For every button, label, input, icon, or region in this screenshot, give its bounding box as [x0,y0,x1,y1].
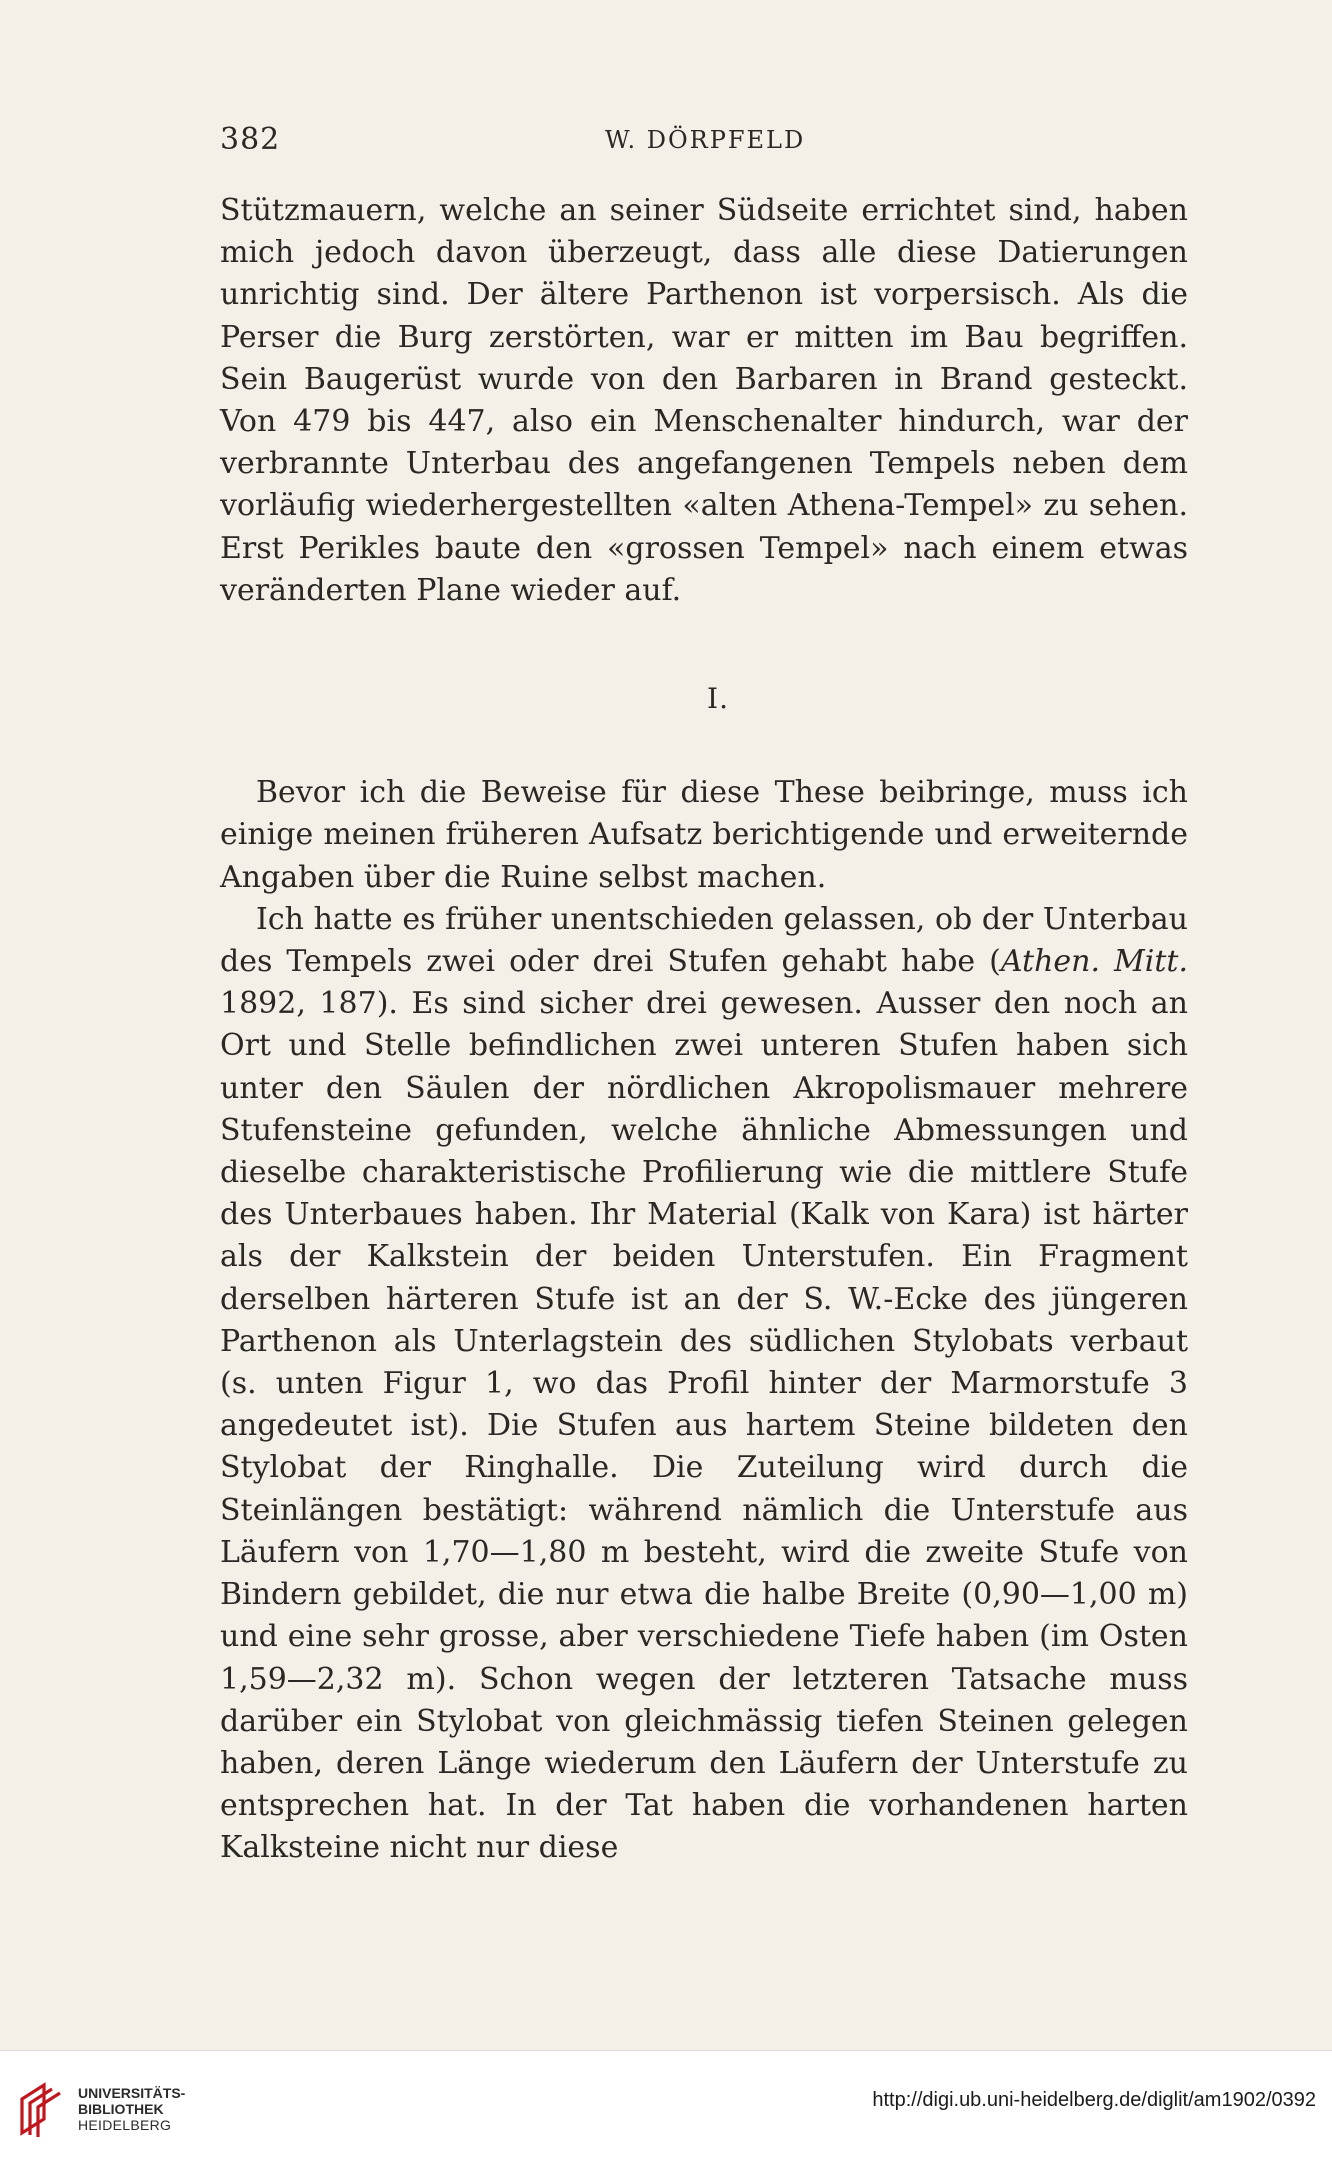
library-name [78,2085,185,2133]
running-head: W. DÖRPFELD [605,126,806,154]
paragraph-1: Stützmauern, welche an seiner Südseite errichtet sind, haben mich jedoch davon überzeugt, dass alle diese Datierungen unrichtig sind. Der ältere Parthenon ist vorpersisch. Als die Perser die Burg zerstörten, war er mitten im Bau begriffen. Sein Baugerüst wurde von den Barbaren in Brand gesteckt. Von 479 bis 447, also ein Menschenalter hindurch, war der verbrannte Unterbau des angefangenen Tempels neben dem vorläufig wiederhergestellten «alten Athena-Tempel» zu sehen. Erst Perikles baute den «grossen Tempel» nach einem etwas veränderten Plane wieder auf. [220,193,1188,608]
library-name-line-2: BIBLIOTHEK [78,2101,164,2117]
page-header [220,122,1190,162]
library-name-line-3: HEIDELBERG [78,2117,172,2133]
paragraph-3-text-a: Ich hatte es früher unentschieden gelassen, ob der Unterbau des Tempels zwei oder drei Stufen gehabt habe ( [220,901,1188,980]
body-text [220,190,1188,1870]
citation-italic: Athen. Mitt. [1000,944,1189,980]
paragraph-2: Bevor ich die Beweise für diese These beibringe, muss ich einige meinen früheren Aufsatz berichtigende und erweiternde Angaben über die Ruine selbst machen. [220,775,1188,895]
paragraph-3 [220,899,1188,1870]
page-number: 382 [220,122,281,157]
library-name-line-1: UNIVERSITÄTS- [78,2085,186,2101]
footer-bar [0,2050,1332,2159]
section-number: I. [707,682,729,716]
university-library-logo-icon [14,2081,70,2137]
source-url-link[interactable]: http://digi.ub.uni-heidelberg.de/diglit/am1902/0392 [872,2089,1316,2111]
paragraph-3-text-b: 1892, 187). Es sind sicher drei gewesen. Ausser den noch an Ort und Stelle befindlichen zwei unteren Stufen haben sich unter den Säulen der nördlichen Akropolismauer mehrere Stufensteine gefunden, welche ähnliche Abmessungen und dieselbe charakteristische Profilierung wie die mittlere Stufe des Unterbaues haben. Ihr Material (Kalk von Kara) ist härter als der Kalkstein der beiden Unterstufen. Ein Fragment derselben härteren Stufe ist an der S. W.-Ecke des jüngeren Parthenon als Unterlagstein des südlichen Stylobats verbaut (s. unten Figur 1, wo das Profil hinter der Marmorstufe 3 angedeutet ist). Die Stufen aus hartem Steine bildeten den Stylobat der Ringhalle. Die Zuteilung wird durch die Steinlängen bestätigt: während nämlich die Unterstufe aus Läufern von 1,70—1,80 m besteht, wird die zweite Stufe von Bindern gebildet, die nur etwa die halbe Breite (0,90—1,00 m) und eine sehr grosse, aber verschiedene Tiefe haben (im Osten 1,59—2,32 m). Schon wegen der letzteren Tatsache muss darüber ein Stylobat von gleichmässig tiefen Steinen gelegen haben, deren Länge wiederum den Läufern der Unterstufe zu entsprechen hat. In der Tat haben die vorhandenen harten Kalksteine nicht nur diese [220,986,1188,1866]
